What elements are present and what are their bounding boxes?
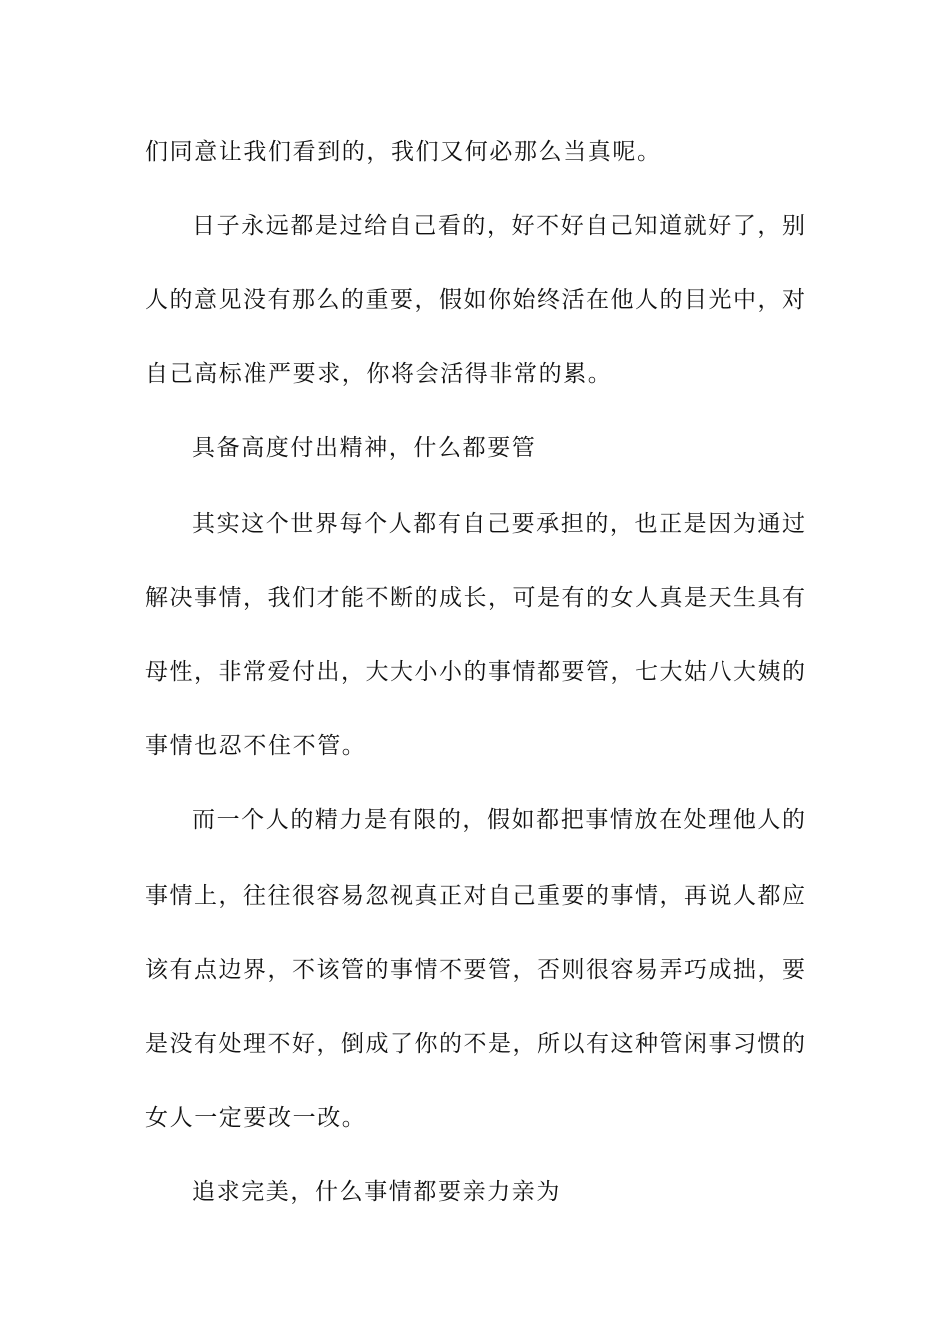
paragraph-line: 是没有处理不好，倒成了你的不是，所以有这种管闲事习惯的 <box>145 1031 805 1057</box>
paragraph-line: 自己高标准严要求，你将会活得非常的累。 <box>145 361 613 387</box>
paragraph-line: 而一个人的精力是有限的，假如都把事情放在处理他人的 <box>192 807 805 833</box>
paragraph-line: 日子永远都是过给自己看的，好不好自己知道就好了，别 <box>192 213 805 239</box>
paragraph-line: 人的意见没有那么的重要，假如你始终活在他人的目光中，对 <box>145 287 805 313</box>
section-heading: 追求完美，什么事情都要亲力亲为 <box>192 1179 561 1205</box>
paragraph-line: 女人一定要改一改。 <box>145 1105 367 1131</box>
paragraph-line: 该有点边界，不该管的事情不要管，否则很容易弄巧成拙，要 <box>145 957 805 983</box>
paragraph-line: 其实这个世界每个人都有自己要承担的，也正是因为通过 <box>192 511 805 537</box>
paragraph-line: 事情也忍不住不管。 <box>145 733 367 759</box>
paragraph-line: 们同意让我们看到的，我们又何必那么当真呢。 <box>145 139 662 165</box>
section-heading: 具备高度付出精神，什么都要管 <box>192 435 537 461</box>
paragraph-line: 母性，非常爱付出，大大小小的事情都要管，七大姑八大姨的 <box>145 659 805 685</box>
paragraph-line: 解决事情，我们才能不断的成长，可是有的女人真是天生具有 <box>145 585 805 611</box>
paragraph-line: 事情上，往往很容易忽视真正对自己重要的事情，再说人都应 <box>145 883 805 909</box>
